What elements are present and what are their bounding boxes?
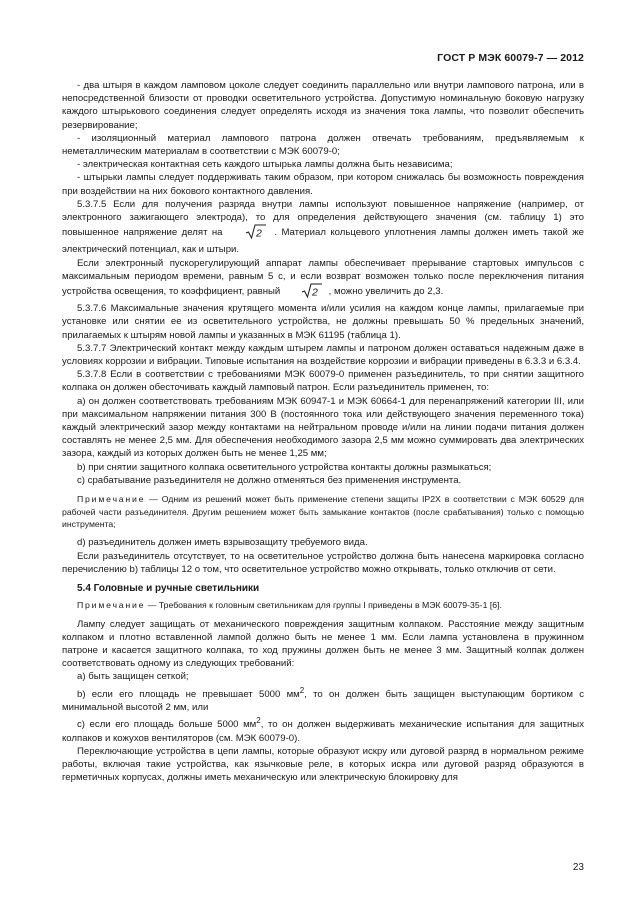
list-item-b: b) при снятии защитного колпака осветительного устройства контакты должны размыкаться; bbox=[77, 461, 492, 473]
square-root-symbol bbox=[286, 283, 323, 302]
document-header: ГОСТ Р МЭК 60079-7 — 2012 bbox=[437, 52, 584, 64]
list-item-b bbox=[62, 684, 584, 715]
text-run: b) если его площадь не превышает 5000 мм bbox=[77, 688, 300, 700]
note bbox=[62, 493, 584, 530]
note-label: Примечание bbox=[77, 600, 146, 611]
paragraph-5-3-7-6: 5.3.7.6 Максимальные значения крутящего момента и/или усилия на каждом конце лампы, прилагаемые при установке или снятии ее из осветительного устройства, не должны превышать 50 % предельных значений, прилагаемых к штырям новой лампы и указанных в МЭК 61195 (таблица 1). bbox=[62, 303, 584, 341]
note-text: — Одним из решений может быть применение степени защиты IP2X в соответствии с МЭК 60529 для рабочей части разъединителя. Другим решением может быть замыкание контактов (после срабатывания) только с помощью инструмента; bbox=[62, 494, 584, 529]
document-body bbox=[62, 79, 584, 784]
note bbox=[62, 599, 584, 611]
paragraph bbox=[62, 257, 584, 303]
list-item-a: а) он должен соответствовать требованиям МЭК 60947-1 и МЭК 60664-1 для перенапряжений категории III, или при максимальном напряжении питания 300 В (постоянного тока или действующего значения переменного тока) каждый электрический зазор между контактами на нейтральном проводе и/или на линии подачи питания должен составлять не менее 2,5 мм. Для обеспечения необходимого зазора 2,5 мм можно суммировать два электрических зазора, каждый из которых должен быть не менее 1,25 мм; bbox=[62, 395, 584, 460]
sqrt-radicand: 2 bbox=[255, 227, 262, 240]
list-item-d: d) разъединитель должен иметь взрывозащиту требуемого вида. bbox=[77, 537, 368, 549]
note-text: — Требования к головным светильникам для группы I приведены в МЭК 60079-35-1 [6]. bbox=[145, 600, 502, 611]
text-run: , можно увеличить до 2,3. bbox=[328, 286, 444, 298]
text-run: . Материал кольцевого уплотнения лампы должен иметь такой же электрический потенциал, как и штыри. bbox=[62, 227, 584, 256]
paragraph: Лампу следует защищать от механического повреждения защитным колпаком. Расстояние между защитным колпаком и плотно вставленной лампой должно быть не менее 1 мм. Если лампа установлена в пружинном патроне и касается защитного колпака, то ход пружины должен быть не менее 3 мм. Защитный колпак должен соответствовать одному из следующих требований: bbox=[62, 618, 584, 670]
text-run: , то он должен быть защищен выступающим бортиком с минимальной высотой 2 мм, или bbox=[62, 688, 584, 713]
list-item-c: с) срабатывание разъединителя не должно отменяться без применения инструмента. bbox=[77, 474, 462, 486]
paragraph-5-3-7-7: 5.3.7.7 Электрический контакт между каждым штырем лампы и патроном должен оставаться надежным даже в условиях коррозии и вибрации. Типовые испытания на воздействие коррозии и вибрации приведены в 6.3.3 и 6.3.4. bbox=[62, 342, 584, 368]
list-item-c bbox=[62, 714, 584, 745]
paragraph: Переключающие устройства в цепи лампы, которые образуют искру или дуговой разряд в нормальном режиме работы, включая такие устройства, как язычковые реле, в которых искра или дуговой разряд образуются в герметичных корпусах, должны иметь механическую или электрическую блокировку для bbox=[62, 745, 584, 784]
paragraph-5-3-7-8: 5.3.7.8 Если в соответствии с требованиями МЭК 60079-0 применен разъединитель, то при снятии защитного колпака он должен обесточивать каждый ламповый патрон. Если разъединитель применен, то: bbox=[62, 369, 584, 394]
note-label: Примечание bbox=[77, 494, 146, 505]
paragraph: Если разъединитель отсутствует, то на осветительное устройство должна быть нанесена маркировка согласно перечислению b) таблицы 12 о том, что осветительное устройство можно открывать, только отключив от сети. bbox=[62, 550, 584, 575]
text-run: , то он должен выдерживать механические испытания для защитных колпаков и кожухов вентиляторов (см. МЭК 60079-0). bbox=[62, 719, 584, 744]
text-run: 5.3.7.5 Если для получения разряда внутри лампы используют повышенное напряжение (например, от электронного зажигающего электрода), то для определения действующего значения (см. таблицу 1) это повышенное напряжение делят на bbox=[62, 198, 584, 239]
paragraph: - штырьки лампы следует поддерживать таким образом, при котором снижалась бы возможность повреждения при воздействии на них бокового контактного давления. bbox=[62, 172, 584, 197]
text-run: Если электронный пускорегулирующий аппарат лампы обеспечивает прерывание стартовых импульсов с максимальным периодом времени, равным 5 с, и если возврат возможен только после переключения питания устройства освещения, то коэффициент, равный bbox=[62, 257, 584, 298]
list-item-a: а) быть защищен сеткой; bbox=[77, 671, 189, 683]
square-root-symbol bbox=[230, 224, 267, 243]
paragraph: - электрическая контактная сеть каждого штырька лампы должна быть независима; bbox=[77, 159, 453, 171]
paragraph-5-3-7-5 bbox=[62, 198, 584, 257]
page-number: 23 bbox=[572, 862, 584, 873]
section-heading: 5.4 Головные и ручные светильники bbox=[77, 582, 260, 594]
paragraph: - изоляционный материал лампового патрона должен отвечать требованиям, предъявляемым к неметаллическим материалам в соответствии с МЭК 60079-0; bbox=[62, 132, 584, 158]
superscript: 2 bbox=[299, 685, 305, 695]
paragraph: - два штыря в каждом ламповом цоколе следует соединить параллельно или внутри лампового патрона, или в непосредственной близости от проводки осветительного устройства. Допустимую номинальную боковую нагрузку каждого штырькового соединения следует определять исходя из значения тока лампы, что позволит обеспечить резервирование; bbox=[62, 80, 584, 131]
text-run: с) если его площадь больше 5000 мм bbox=[77, 719, 257, 731]
sqrt-radicand: 2 bbox=[311, 286, 318, 299]
superscript: 2 bbox=[256, 716, 261, 726]
